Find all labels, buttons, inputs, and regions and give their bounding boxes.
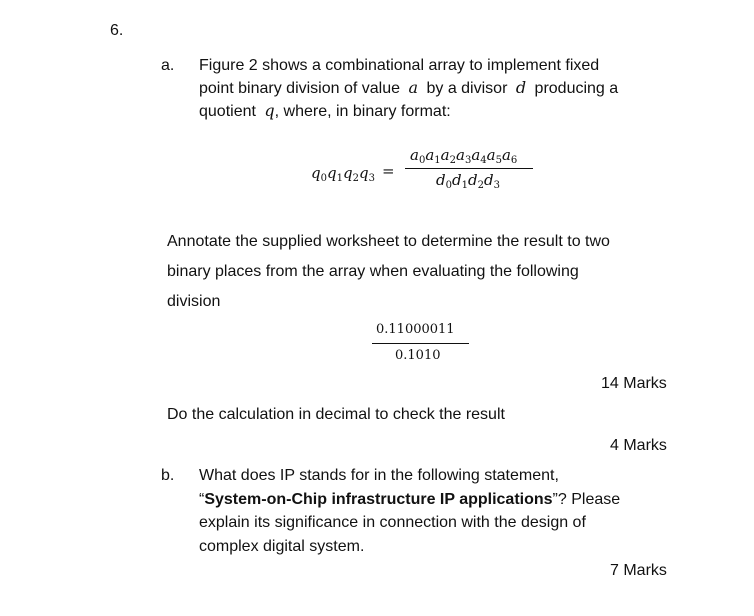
marks-7: 7 Marks xyxy=(610,562,667,579)
equation-lhs: $q_0q_1q_2q_3$ xyxy=(311,164,375,184)
question-number: 6. xyxy=(110,22,124,39)
variable-d: d xyxy=(515,78,527,97)
quote-close: ”? Please xyxy=(552,491,621,508)
part-b-label: b. xyxy=(161,467,175,484)
part-b-line-3: explain its significance in connection with the design of xyxy=(199,514,586,531)
annotate-line-3: division xyxy=(167,293,221,310)
marks-4: 4 Marks xyxy=(610,437,667,454)
check-decimal-text: Do the calculation in decimal to check the result xyxy=(167,406,505,423)
quote-open: “ xyxy=(199,491,205,508)
part-b-line-2 xyxy=(199,488,620,512)
equation-numerator: $a_0a_1a_2a_3a_4a_5a_6$ xyxy=(410,146,518,166)
intro-text: quotient xyxy=(199,103,256,120)
equation-equals: = xyxy=(382,162,395,180)
part-a-intro-line-2 xyxy=(199,76,618,101)
part-a-intro-line-1: Figure 2 shows a combinational array to implement fixed xyxy=(199,57,600,74)
variable-q: q xyxy=(264,101,275,120)
intro-text: producing a xyxy=(534,80,619,97)
intro-text: , where, in binary format: xyxy=(274,103,451,120)
part-b-line-1: What does IP stands for in the following statement, xyxy=(199,467,559,484)
part-b-line-4: complex digital system. xyxy=(199,538,365,555)
annotate-line-2: binary places from the array when evaluating the following xyxy=(167,263,579,280)
division-fraction-bar xyxy=(372,343,469,344)
annotate-line-1: Annotate the supplied worksheet to determine the result to two xyxy=(167,233,610,250)
equation-fraction-bar xyxy=(405,168,533,169)
variable-a: a xyxy=(408,78,419,97)
equation-denominator: $d_0d_1d_2d_3$ xyxy=(436,171,500,191)
division-denominator: 0.1010 xyxy=(395,348,441,363)
marks-14: 14 Marks xyxy=(601,375,667,392)
part-a-label: a. xyxy=(161,57,175,74)
division-numerator: 0.11000011 xyxy=(376,322,455,337)
intro-text: point binary division of value xyxy=(199,80,401,97)
part-a-intro-line-3 xyxy=(199,99,451,124)
intro-text: by a divisor xyxy=(426,80,508,97)
quoted-statement: System-on-Chip infrastructure IP applications xyxy=(204,491,553,508)
